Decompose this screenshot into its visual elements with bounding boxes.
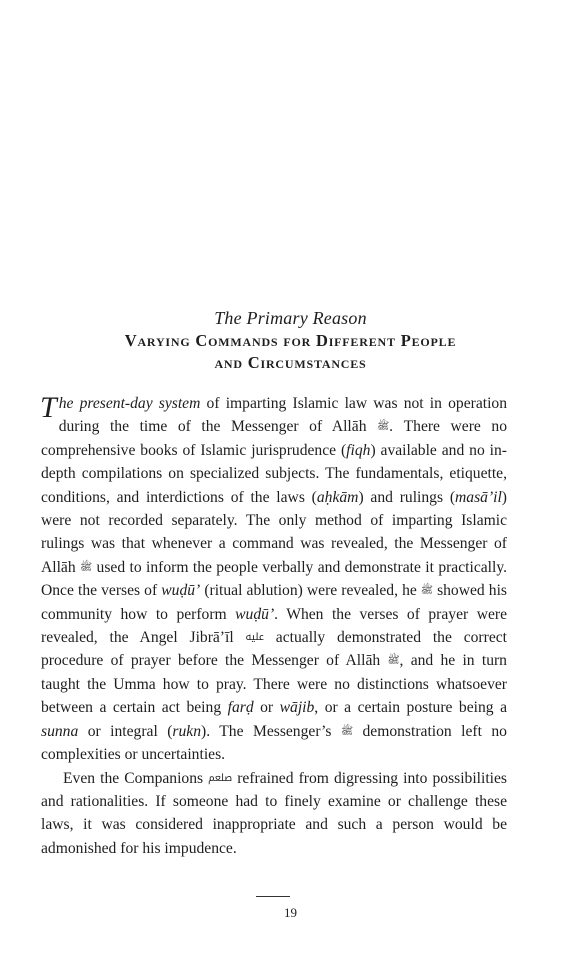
- radiyallahu-honorific-icon: ﷵ: [208, 772, 233, 784]
- alayhi-salam-honorific-icon: ﷷ: [245, 632, 264, 644]
- section-subtitle: The Primary Reason: [214, 308, 367, 328]
- footer-divider: [256, 896, 290, 897]
- text-run: refrained from digressing into possibilities and rationalities. If someone had to finely examine or challenge these laws, it was considered inappropriate and such a person would be admonished for his impudence.: [41, 769, 507, 857]
- text-run: or: [253, 699, 280, 717]
- text-run: used to inform the people verbally and demonstrate it practically. Once the verses of: [41, 558, 508, 600]
- text-run: , and he in turn taught the Umma how to pray. There were no distinctions whatsoever between a certain act being: [41, 652, 507, 717]
- salawat-honorific-icon: ﷺ: [420, 585, 433, 597]
- text-run: demonstration left no complexities or uncertainties.: [41, 722, 507, 764]
- paragraph-2: [41, 767, 507, 861]
- lead-in-italic: he present-day system: [58, 395, 201, 412]
- section-heading: [0, 306, 581, 374]
- term-rukn: rukn: [172, 722, 202, 740]
- salawat-honorific-icon: ﷺ: [377, 421, 390, 433]
- term-wajib: wājib: [279, 699, 315, 717]
- salawat-honorific-icon: ﷺ: [387, 655, 400, 667]
- text-run: (ritual ablution) were revealed, he: [200, 582, 421, 600]
- term-fard: farḍ: [227, 699, 254, 717]
- paragraph-1: [41, 392, 507, 767]
- term-sunna: sunna: [41, 722, 79, 740]
- drop-cap: T: [40, 391, 57, 424]
- term-wudu: wuḍū’: [161, 582, 201, 600]
- body-text: [41, 392, 507, 860]
- term-fiqh: fiqh: [346, 441, 371, 459]
- text-run: showed his community how to perform: [41, 582, 507, 623]
- text-run: of imparting Islamic law was not in operation during the time of the Messenger of Allāh: [58, 395, 508, 436]
- text-run: or integral (: [78, 722, 173, 740]
- text-run: actually demonstrated the correct procedure of prayer before the Messenger of Allāh: [41, 629, 507, 670]
- text-run: . When the verses of prayer were revealed, the Angel Jibrā’īl: [41, 605, 507, 647]
- text-run: ) and rulings (: [358, 488, 456, 506]
- salawat-honorific-icon: ﷺ: [340, 725, 354, 737]
- page-number: 19: [284, 905, 297, 920]
- text-run: ) were not recorded separately. The only method of imparting Islamic rulings was that whenever a command was revealed, the Messenger of Allāh: [41, 488, 507, 576]
- text-run: ). The Messenger’s: [201, 722, 341, 740]
- text-run: Even the Companions: [63, 769, 209, 787]
- text-run: . There were no comprehensive books of Islamic jurisprudence (: [41, 418, 507, 459]
- section-title-line-1: Varying Commands for Different People: [124, 331, 457, 350]
- term-masail: masā’il: [455, 488, 502, 506]
- text-run: , or a certain posture being a: [314, 699, 507, 717]
- salawat-honorific-icon: ﷺ: [80, 561, 93, 573]
- term-ahkam: aḥkām: [316, 488, 359, 506]
- term-wudu: wuḍū’: [235, 605, 275, 623]
- text-run: ) available and no in-depth compilations on specialized subjects. The fundamentals, etiquette, conditions, and interdictions of the laws (: [41, 441, 507, 506]
- section-title-line-2: and Circumstances: [214, 353, 367, 372]
